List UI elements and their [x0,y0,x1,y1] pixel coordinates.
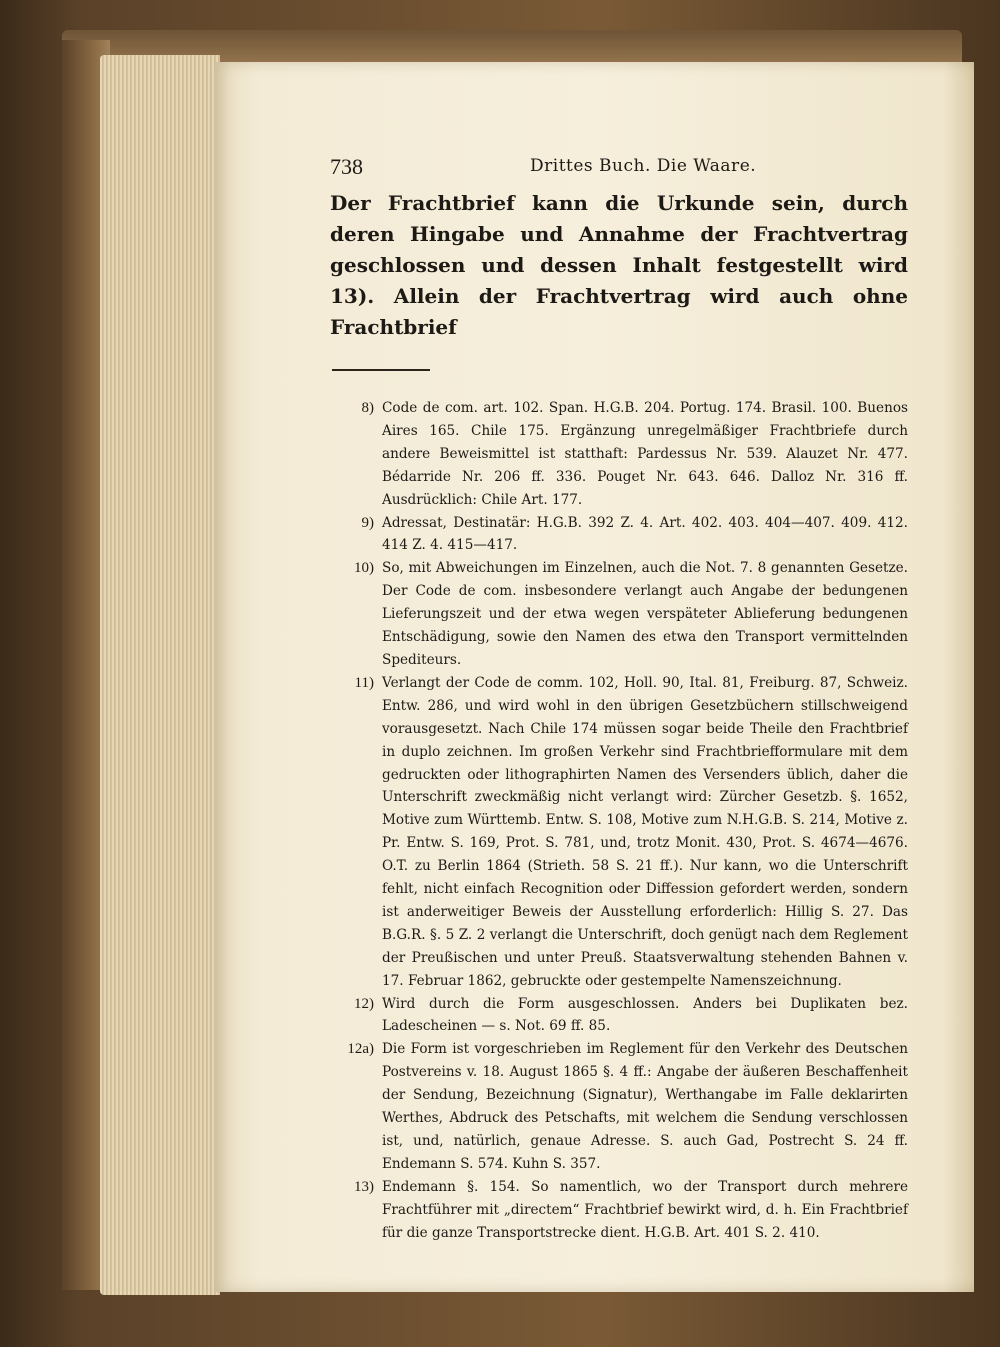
footnote [330,1038,908,1175]
footnote-text: Endemann §. 154. So namentlich, wo der Transport durch mehrere Frachtführer mit „directem“ Frachtbrief bewirkt wird, d. h. Ein Frachtbrief für die ganze Transportstrecke dient. H.G.B. Art. 401 S. 2. 410. [382,1178,908,1241]
footnote-text: Code de com. art. 102. Span. H.G.B. 204. Portug. 174. Brasil. 100. Buenos Aires 165. Chile 175. Ergänzung unregelmäßiger Frachtbriefe durch andere Beweismittel ist statthaft: Pardessus Nr. 539. Alauzet Nr. 477. Bédarride Nr. 206 ff. 336. Pouget Nr. 643. 646. Dalloz Nr. 316 ff. Ausdrücklich: Chile Art. 177. [382,400,908,508]
footnote-text: Verlangt der Code de comm. 102, Holl. 90, Ital. 81, Freiburg. 87, Schweiz. Entw. 286, und wird wohl in den übrigen Gesetzbüchern stillschweigend vorausgesetzt. Nach Chile 174 müssen sogar beide Theile den Frachtbrief in duplo zeichnen. Im großen Verkehr sind Frachtbriefformulare mit dem gedruckten oder lithographirten Namen des Versenders üblich, daher die Unterschrift zweckmäßig nicht verlangt wird: Zürcher Gesetzb. §. 1652, Motive zum Württemb. Entw. S. 108, Motive zum N.H.G.B. S. 214, Motive z. Pr. Entw. S. 169, Prot. S. 781, und, trotz Monit. 430, Prot. S. 4674—4676. O.T. zu Berlin 1864 (Strieth. 58 S. 21 ff.). Nur kann, wo die Unterschrift fehlt, nicht einfach Recognition oder Diffession gefordert werden, sondern ist anderweitiger Beweis der Ausstellung erforderlich: Hillig S. 27. Das B.G.R. §. 5 Z. 2 verlangt die Unterschrift, doch genügt nach dem Reglement der Preußischen und unter Preuß. Staatsverwaltung stehenden Bahnen v. 17. Februar 1862, gebruckte oder gestempelte Namenszeichnung. [382,674,908,989]
footnote-text: So, mit Abweichungen im Einzelnen, auch die Not. 7. 8 genannten Gesetze. Der Code de com. insbesondere verlangt auch Angabe der bedungenen Lieferungszeit und der etwa wegen verspäteter Ablieferung bedungenen Entschädigung, sowie den Namen des etwa den Transport vermittelnden Spediteurs. [382,560,908,668]
footnote-number: 13) [354,1178,374,1195]
footnote-number: 12) [354,995,374,1012]
footnote-number: 8) [361,400,374,416]
footnote-number: 11) [354,674,374,691]
page-stack-edges [100,55,220,1295]
page-number: 738 [330,154,363,179]
footnote [330,1176,908,1245]
footnote-number: 12a) [347,1041,374,1058]
footnote-number: 10) [354,560,374,577]
footnote [330,993,908,1039]
footnote [330,397,908,512]
footnote [330,557,908,672]
running-title: Drittes Buch. Die Waare. [530,156,757,176]
footnote-separator [332,369,430,371]
page-content [330,150,908,1245]
main-paragraph: Der Frachtbrief kann die Urkunde sein, durch deren Hingabe und Annahme der Frachtvertrag geschlossen und dessen Inhalt festgestellt wird 13). Allein der Frachtvertrag wird auch ohne Frachtbrief [330,191,908,339]
footnote-text: Adressat, Destinatär: H.G.B. 392 Z. 4. Art. 402. 403. 404—407. 409. 412. 414 Z. 4. 415—417. [382,514,908,554]
footnote-text: Die Form ist vorgeschrieben im Reglement für den Verkehr des Deutschen Postvereins v. 18. August 1865 §. 4 ff.: Angabe der äußeren Beschaffenheit der Sendung, Bezeichnung (Signatur), Werthangabe im Falle deklarirten Werthes, Abdruck des Petschafts, mit welchem die Sendung verschlossen ist, und, natürlich, genaue Adresse. S. auch Gad, Postrecht S. 24 ff. Endemann S. 574. Kuhn S. 357. [382,1041,908,1172]
page-header [330,150,908,186]
footnote [330,672,908,993]
footnote-number: 9) [361,514,374,531]
footnote [330,512,908,558]
footnote-text: Wird durch die Form ausgeschlossen. Anders bei Duplikaten bez. Ladescheinen — s. Not. 69 ff. 85. [382,995,908,1035]
